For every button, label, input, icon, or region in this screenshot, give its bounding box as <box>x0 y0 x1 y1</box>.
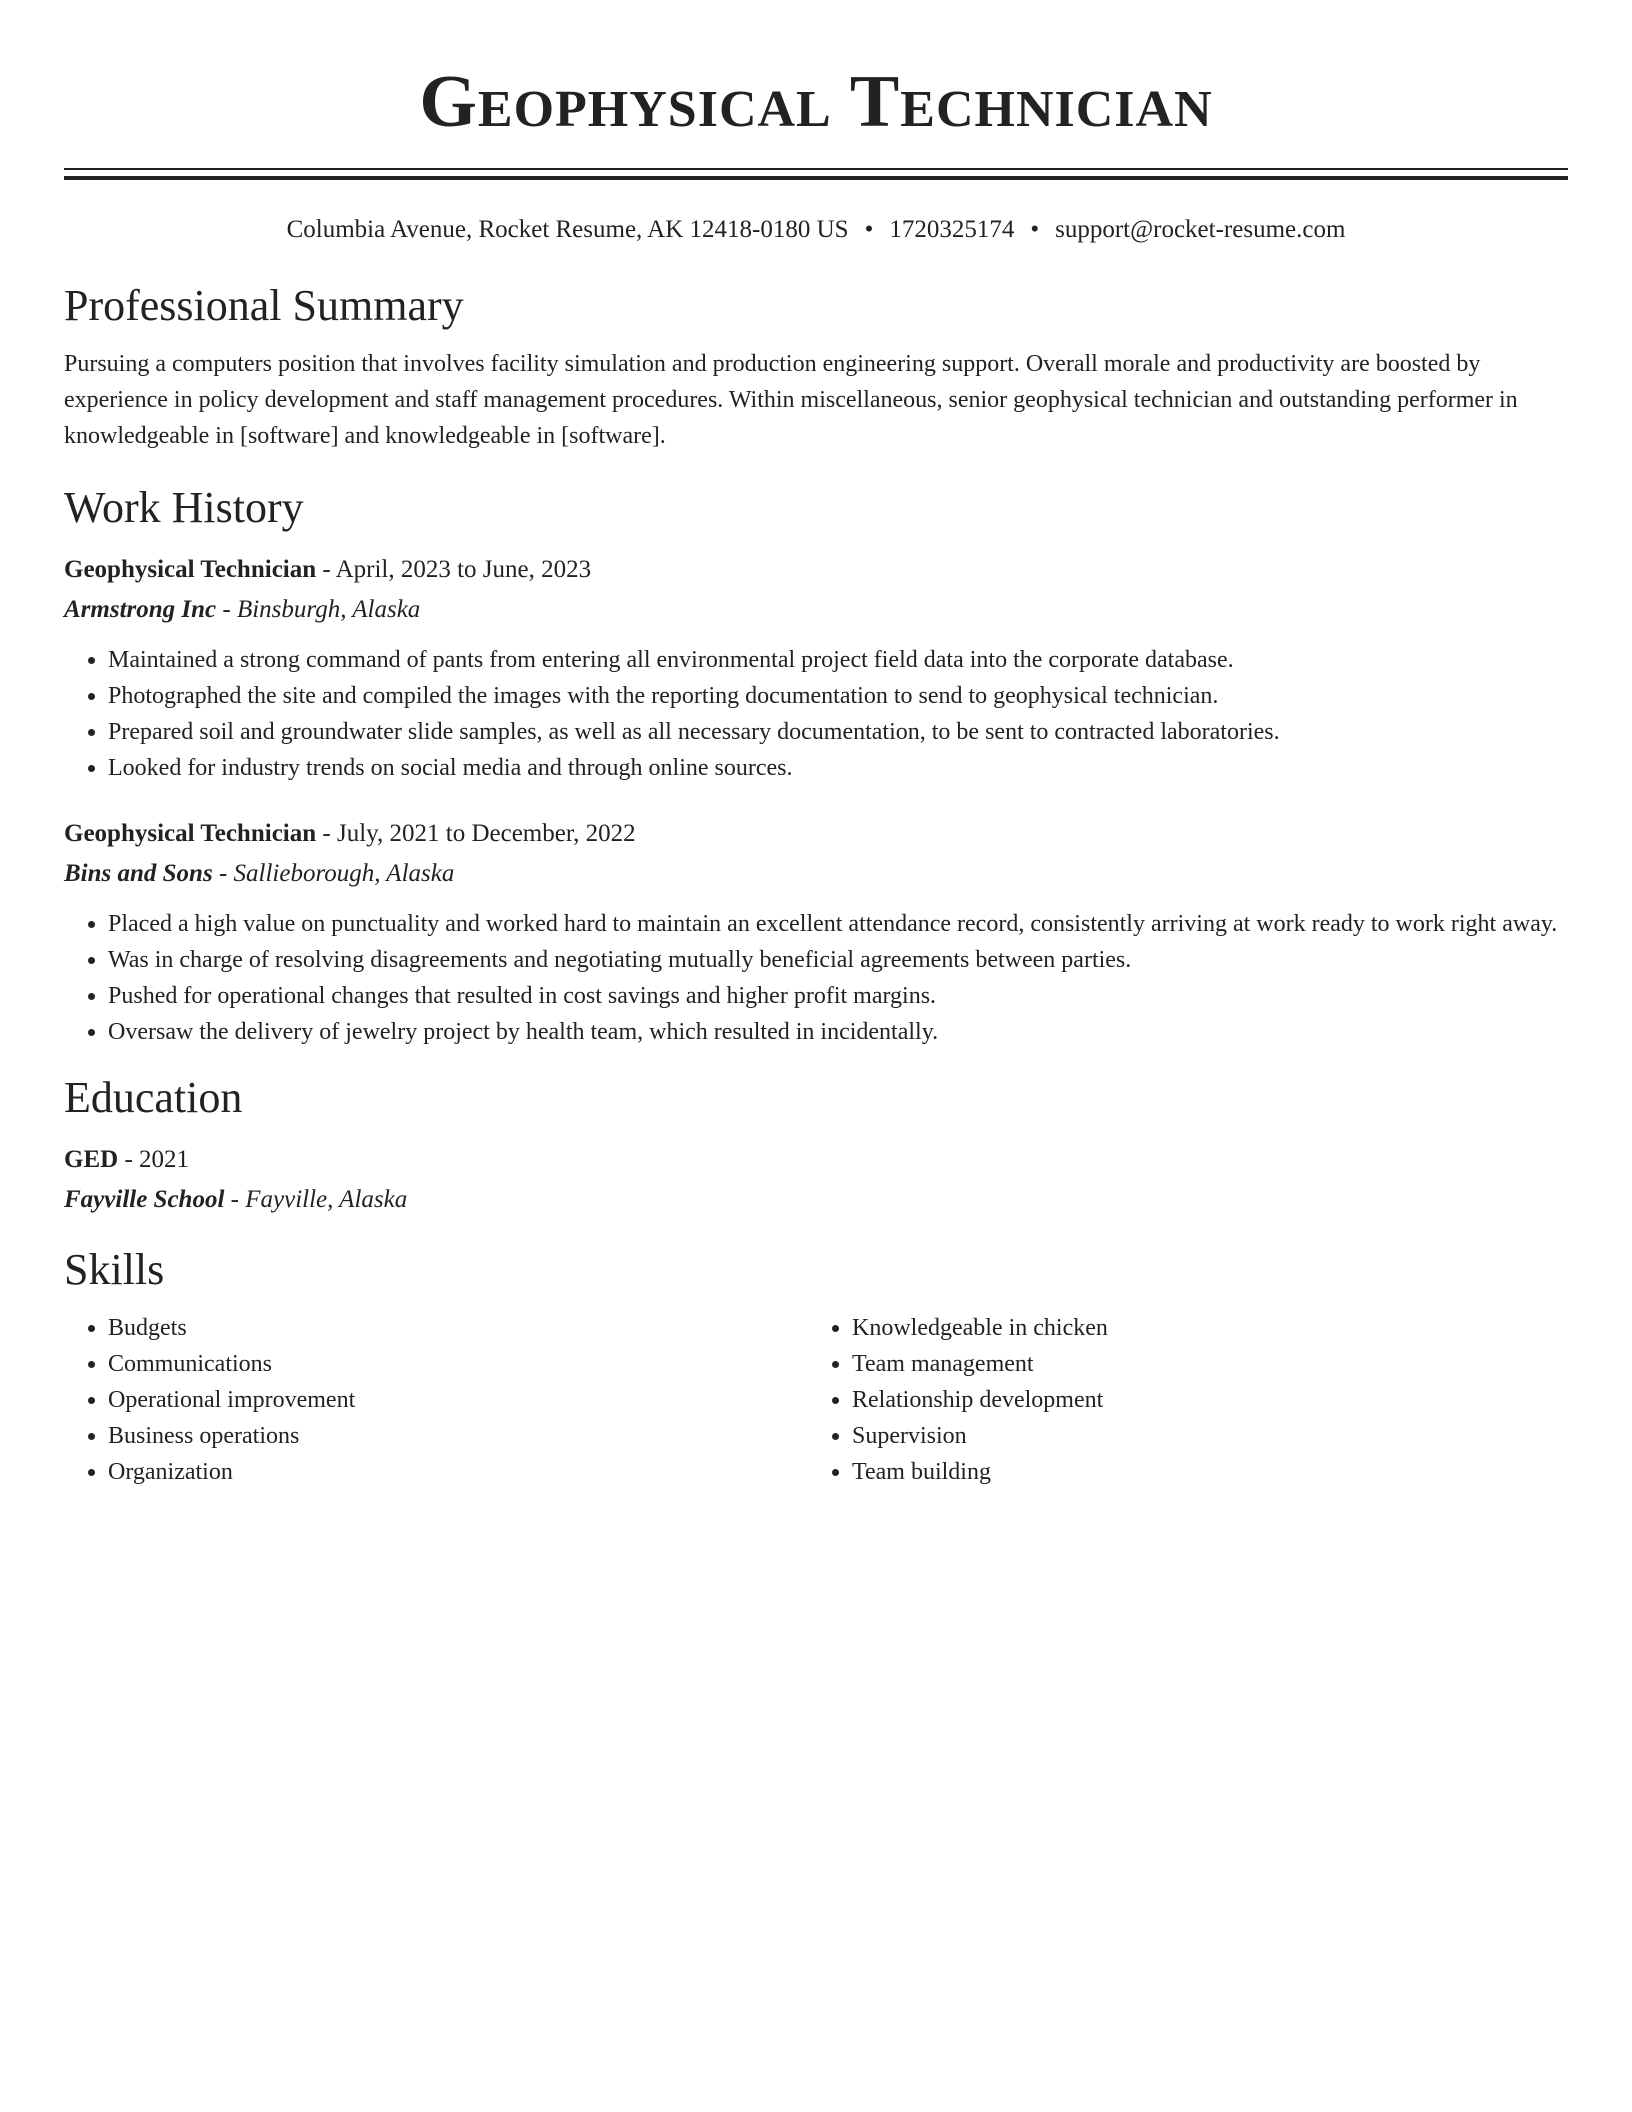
work-history-section <box>64 482 1568 1050</box>
contact-email[interactable]: support@rocket-resume.com <box>1055 216 1346 243</box>
skill-item: • Organization <box>108 1454 808 1490</box>
skill-item: • Knowledgeable in chicken <box>852 1310 1552 1346</box>
job-entry <box>64 552 1568 786</box>
company-location: - Binsburgh, Alaska <box>216 596 421 623</box>
job-bullets <box>64 642 1568 786</box>
candidate-name: Geophysical Technician <box>419 61 1213 143</box>
contact-address: Columbia Avenue, Rocket Resume, AK 12418-0180 US <box>286 216 849 243</box>
education-section <box>64 1072 1568 1218</box>
skills-list-left <box>64 1310 808 1490</box>
section-heading: Skills <box>64 1245 165 1294</box>
company-name: Bins and Sons <box>64 860 213 887</box>
section-heading: Education <box>64 1073 243 1122</box>
school-location: - Fayville, Alaska <box>224 1186 408 1213</box>
header-divider-thin <box>64 168 1568 170</box>
skill-item: • Communications <box>108 1346 808 1382</box>
list-item: • Was in charge of resolving disagreements and negotiating mutually beneficial agreements between parties. <box>108 942 1568 978</box>
job-title: Geophysical Technician <box>64 820 317 847</box>
contact-line <box>64 214 1568 246</box>
list-item: • Oversaw the delivery of jewelry project by health team, which resulted in incidentally. <box>108 1014 1568 1050</box>
degree-year: - 2021 <box>118 1146 190 1173</box>
job-title-line <box>64 816 1568 852</box>
section-heading: Work History <box>64 483 304 532</box>
school-line <box>64 1182 1568 1218</box>
resume-page <box>64 0 1568 1490</box>
company-line <box>64 856 1568 892</box>
job-title: Geophysical Technician <box>64 556 317 583</box>
job-title-line <box>64 552 1568 588</box>
list-item: • Photographed the site and compiled the images with the reporting documentation to send to geophysical technician. <box>108 678 1568 714</box>
skills-columns <box>64 1310 1568 1490</box>
job-bullets <box>64 906 1568 1050</box>
contact-separator: • <box>864 216 874 243</box>
header-divider-thick <box>64 176 1568 180</box>
list-item: • Pushed for operational changes that resulted in cost savings and higher profit margins. <box>108 978 1568 1014</box>
job-dates: - July, 2021 to December, 2022 <box>316 820 636 847</box>
skill-item: • Team building <box>852 1454 1552 1490</box>
list-item: • Maintained a strong command of pants from entering all environmental project field data into the corporate database. <box>108 642 1568 678</box>
list-item: • Looked for industry trends on social media and through online sources. <box>108 750 1568 786</box>
contact-separator: • <box>1030 216 1040 243</box>
job-dates: - April, 2023 to June, 2023 <box>316 556 592 583</box>
skill-item: • Supervision <box>852 1418 1552 1454</box>
professional-summary-section <box>64 280 1568 454</box>
skill-item: • Budgets <box>108 1310 808 1346</box>
summary-text: Pursuing a computers position that involves facility simulation and production engineering support. Overall morale and productivity are boosted by experience in policy development and staff management procedures. Within miscellaneous, senior geophysical technician and outstanding performer in knowledgeable in [software] and knowledgeable in [software]. <box>64 351 1518 449</box>
skill-item: • Business operations <box>108 1418 808 1454</box>
job-entry <box>64 816 1568 1050</box>
company-location: - Sallieborough, Alaska <box>212 860 455 887</box>
skill-item: • Operational improvement <box>108 1382 808 1418</box>
list-item: • Prepared soil and groundwater slide samples, as well as all necessary documentation, to be sent to contracted laboratories. <box>108 714 1568 750</box>
skill-item: • Relationship development <box>852 1382 1552 1418</box>
section-heading: Professional Summary <box>64 281 464 330</box>
education-entry <box>64 1142 1568 1218</box>
company-line <box>64 592 1568 628</box>
company-name: Armstrong Inc <box>64 596 217 623</box>
contact-phone: 1720325174 <box>889 216 1015 243</box>
degree-name: GED <box>64 1146 119 1173</box>
skill-item: • Team management <box>852 1346 1552 1382</box>
list-item: • Placed a high value on punctuality and worked hard to maintain an excellent attendance record, consistently arriving at work ready to work right away. <box>108 906 1568 942</box>
skills-list-right <box>808 1310 1552 1490</box>
school-name: Fayville School <box>64 1186 225 1213</box>
degree-line <box>64 1142 1568 1178</box>
skills-section <box>64 1244 1568 1490</box>
